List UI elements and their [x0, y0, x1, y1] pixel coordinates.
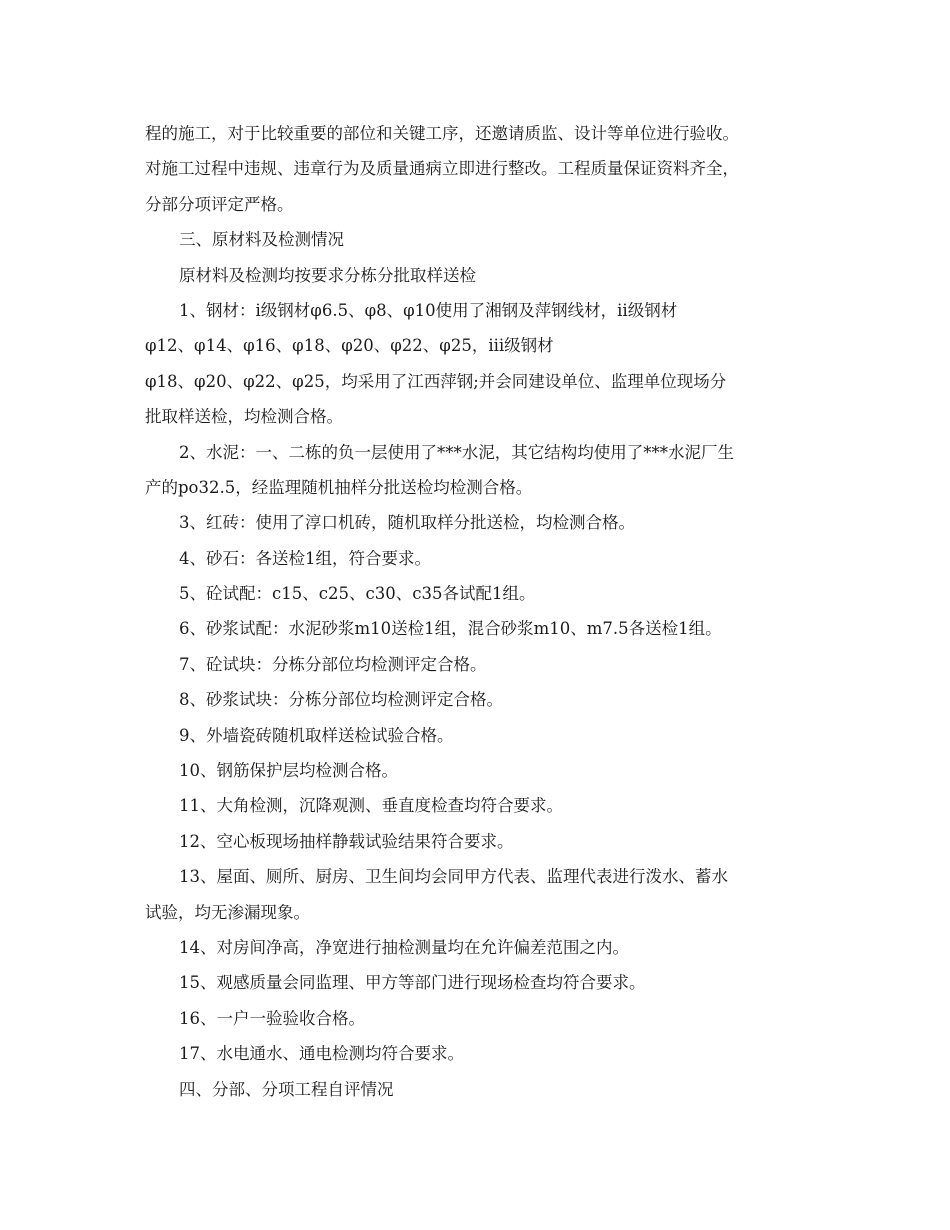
text-line: 原材料及检测均按要求分栋分批取样送检: [179, 265, 476, 285]
text-line: 8、砂浆试块：分栋分部位均检测评定合格。: [179, 690, 503, 710]
text-line: 分部分项评定严格。: [145, 194, 294, 214]
text-line: 7、砼试块：分栋分部位均检测评定合格。: [179, 654, 487, 674]
text-line: φ12、φ14、φ16、φ18、φ20、φ22、φ25，ⅲ级钢材: [145, 336, 554, 356]
document-body: [145, 116, 810, 1107]
text-line: 对施工过程中违规、违章行为及质量通病立即进行整改。工程质量保证资料齐全，: [145, 159, 739, 179]
text-line: 5、砼试配：c15、c25、c30、c35各试配1组。: [179, 584, 536, 604]
text-line: 试验，均无渗漏现象。: [145, 902, 310, 922]
text-line: φ18、φ20、φ22、φ25，均采用了江西萍钢;并会同建设单位、监理单位现场分: [145, 371, 727, 391]
text-line: 9、外墙瓷砖随机取样送检试验合格。: [179, 725, 454, 745]
text-line: 14、对房间净高，净宽进行抽检测量均在允许偏差范围之内。: [179, 937, 629, 957]
text-line: 4、砂石：各送检1组，符合要求。: [179, 548, 431, 568]
text-line: 1、钢材：ⅰ级钢材φ6.5、φ8、φ10使用了湘钢及萍钢线材，ⅱ级钢材: [179, 300, 678, 320]
text-line: 程的施工，对于比较重要的部位和关键工序，还邀请质监、设计等单位进行验收。: [145, 124, 739, 143]
text-line: 三、原材料及检测情况: [179, 230, 344, 250]
text-line: 13、屋面、厕所、厨房、卫生间均会同甲方代表、监理代表进行泼水、蓄水: [179, 867, 728, 887]
text-line: 3、红砖：使用了淳口机砖，随机取样分批送检，均检测合格。: [179, 513, 635, 533]
text-line: 12、空心板现场抽样静载试验结果符合要求。: [179, 831, 514, 851]
text-line: 17、水电通水、通电检测均符合要求。: [179, 1044, 464, 1064]
text-line: 11、大角检测，沉降观测、垂直度检查均符合要求。: [179, 796, 563, 816]
text-line: 产的po32.5，经监理随机抽样分批送检均检测合格。: [145, 477, 533, 497]
text-line: 批取样送检，均检测合格。: [145, 407, 343, 427]
text-line: 15、观感质量会同监理、甲方等部门进行现场检查均符合要求。: [179, 973, 646, 993]
text-line: 四、分部、分项工程自评情况: [179, 1079, 394, 1099]
text-line: 16、一户一验验收合格。: [179, 1008, 365, 1028]
text-line: 10、钢筋保护层均检测合格。: [179, 761, 398, 781]
text-line: 6、砂浆试配：水泥砂浆m10送检1组，混合砂浆m10、m7.5各送检1组。: [179, 619, 722, 639]
text-line: 2、水泥：一、二栋的负一层使用了***水泥，其它结构均使用了***水泥厂生: [179, 442, 734, 462]
